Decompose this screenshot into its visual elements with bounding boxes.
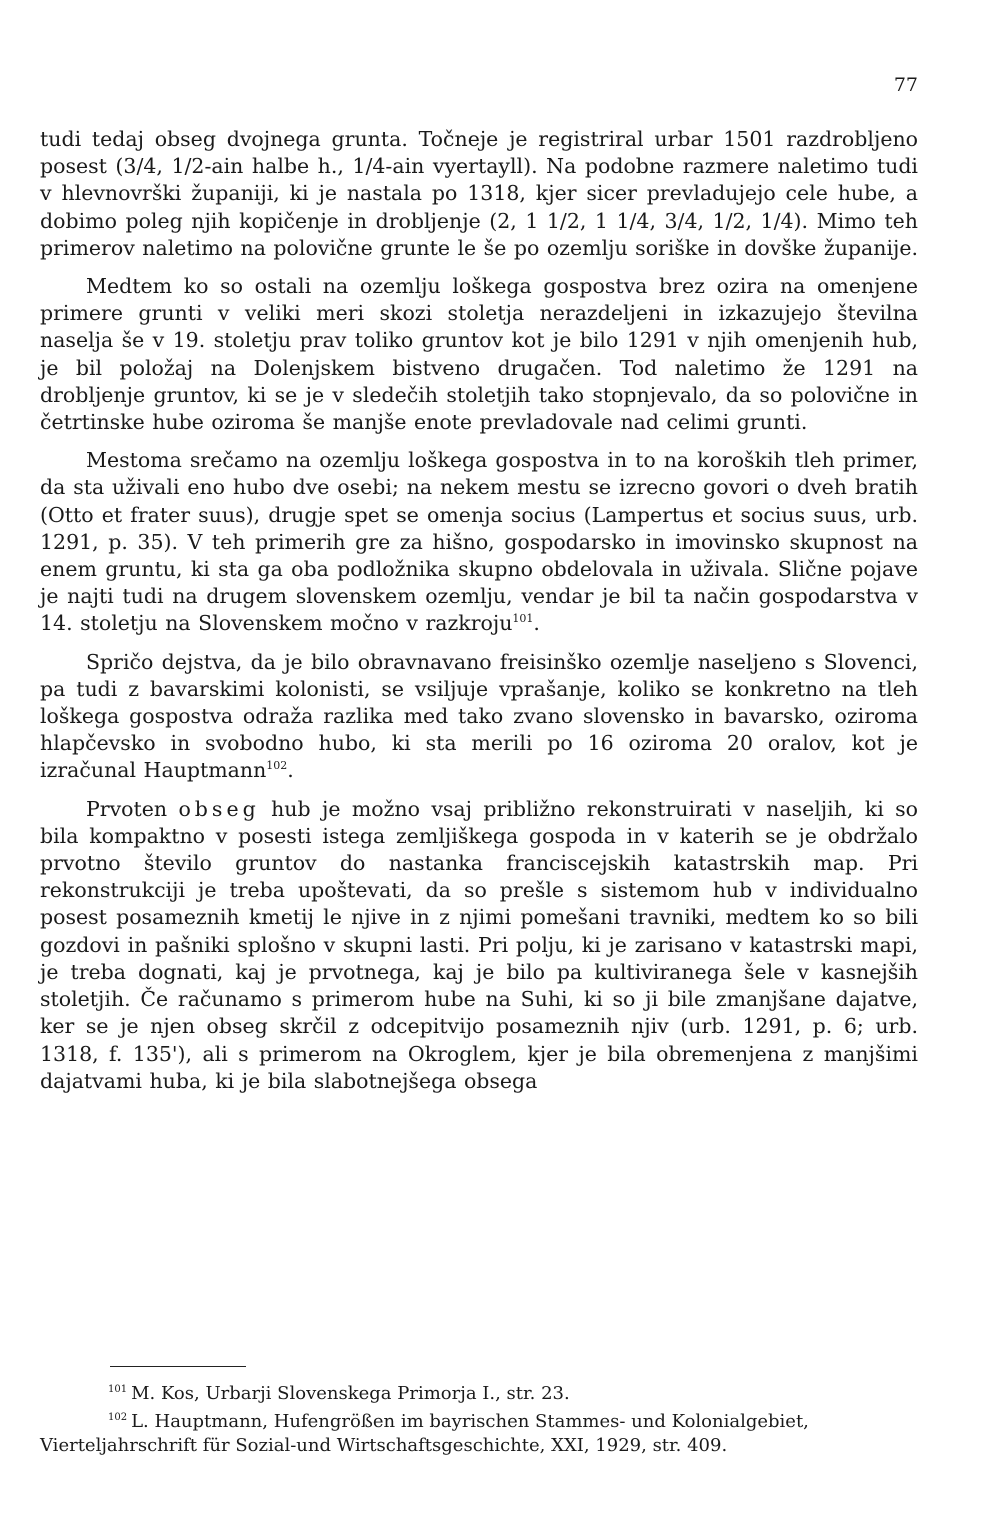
paragraph-3-end: . xyxy=(533,611,540,636)
footnote-102-text: L. Hauptmann, Hufengrößen im bayrischen Stammes- und Kolonialgebiet, Vierteljahrschrift für Sozial-und Wirtschaftsgeschichte, XXI, 1929, str. 409. xyxy=(40,1411,809,1456)
paragraph-5 xyxy=(40,796,918,1095)
paragraph-5-text: hub je možno vsaj približno rekonstruirati v naseljih, ki so bila kompaktno v posesti istega zemljiškega gospoda in v katerih se je obdržalo prvotno število gruntov do nastanka franciscejskih katastrskih map. Pri rekonstrukciji je treba upoštevati, da so prešle s sistemom hub v individualno posest posameznih kmetij le njive in z njimi pomešani travniki, medtem ko so bili gozdovi in pašniki splošno v skupni lasti. Pri polju, ki je zarisano v katastrski mapi, je treba dognati, kaj je prvotnega, kaj je bilo pa kultiviranega šele v kasnejših stoletjih. Če računamo s primerom hube na Suhi, ki so ji bile zmanjšane dajatve, ker se je njen obseg skrčil z odcepitvijo posameznih njiv (urb. 1291, p. 6; urb. 1318, f. 135'), ali s primerom na Okroglem, kjer je bila obremenjena z manjšimi dajatvami huba, ki je bila slabotnejšega obsega xyxy=(40,796,918,1093)
footnote-101-number: 101 xyxy=(108,1384,128,1395)
paragraph-3 xyxy=(40,447,918,637)
footnote-101 xyxy=(40,1378,918,1406)
footnotes xyxy=(40,1378,918,1458)
paragraph-2-text: Medtem ko so ostali na ozemlju loškega gospostva brez ozira na omenjene primere grunti v veliki meri skozi stoletja nerazdeljeni in izkazujejo številna naselja še v 19. stoletju prav toliko gruntov kot je bilo 1291 v njih omenjenih hub, je bil položaj na Dolenjskem bistveno drugačen. Tod naletimo že 1291 na drobljenje gruntov, ki se je v sledečih stoletjih tako stopnjevalo, da so polovične in četrtinske hube oziroma še manjše enote prevladovale nad celimi grunti. xyxy=(40,274,918,435)
paragraph-4-text: Spričo dejstva, da je bilo obravnavano freisinško ozemlje naseljeno s Slovenci, pa tudi z bavarskimi kolonisti, se vsiljuje vprašanje, koliko se konkretno na tleh loškega gospostva odraža razlika med tako zvano slovensko in bavarsko, oziroma hlapčevsko in svobodno hubo, ki sta merili po 16 oziroma 20 oralov, kot je izračunal Hauptmann xyxy=(40,649,918,783)
paragraph-4 xyxy=(40,649,918,785)
paragraph-3-text: Mestoma srečamo na ozemlju loškega gospostva in to na koroških tleh primer, da sta uživali eno hubo dve osebi; na nekem mestu se izrecno govori o dveh bratih (Otto et frater suus), drugje spet se omenja socius (Lampertus et socius suus, urb. 1291, p. 35). V teh primerih gre za hišno, gospodarsko in imovinsko skupnost na enem gruntu, ki sta ga oba podložnika skupno obdelovala in uživala. Slične pojave je najti tudi na drugem slovenskem ozemlju, vendar je bil ta način gospodarstva v 14. stoletju na Slovenskem močno v razkroju xyxy=(40,448,918,636)
footnote-101-text: M. Kos, Urbarji Slovenskega Primorja I., str. 23. xyxy=(131,1383,570,1404)
page-number: 77 xyxy=(893,74,918,96)
footnote-divider xyxy=(110,1366,246,1367)
paragraph-5-emphasis: obseg xyxy=(178,796,260,821)
footnote-ref-101: 101 xyxy=(512,612,534,626)
footnote-ref-102: 102 xyxy=(266,759,288,773)
body-text xyxy=(40,126,918,1106)
footnote-102 xyxy=(40,1406,918,1458)
paragraph-4-end: . xyxy=(287,758,294,783)
paragraph-5-lead: Prvoten xyxy=(86,796,168,821)
paragraph-1 xyxy=(40,126,918,262)
footnote-102-number: 102 xyxy=(108,1412,128,1423)
paragraph-1-text: tudi tedaj obseg dvojnega grunta. Točneje je registriral urbar 1501 razdrobljeno posest (3/4, 1/2-ain halbe h., 1/4-ain vyertayll). Na podobne razmere naletimo tudi v hlevnovrški županiji, ki je nastala po 1318, kjer sicer prevladujejo cele hube, a dobimo poleg njih kopičenje in drobljenje (2, 1 1/2, 1 1/4, 3/4, 1/2, 1/4). Mimo teh primerov naletimo na polovične grunte le še po ozemlju soriške in dovške županije. xyxy=(40,127,919,260)
paragraph-2 xyxy=(40,273,918,436)
